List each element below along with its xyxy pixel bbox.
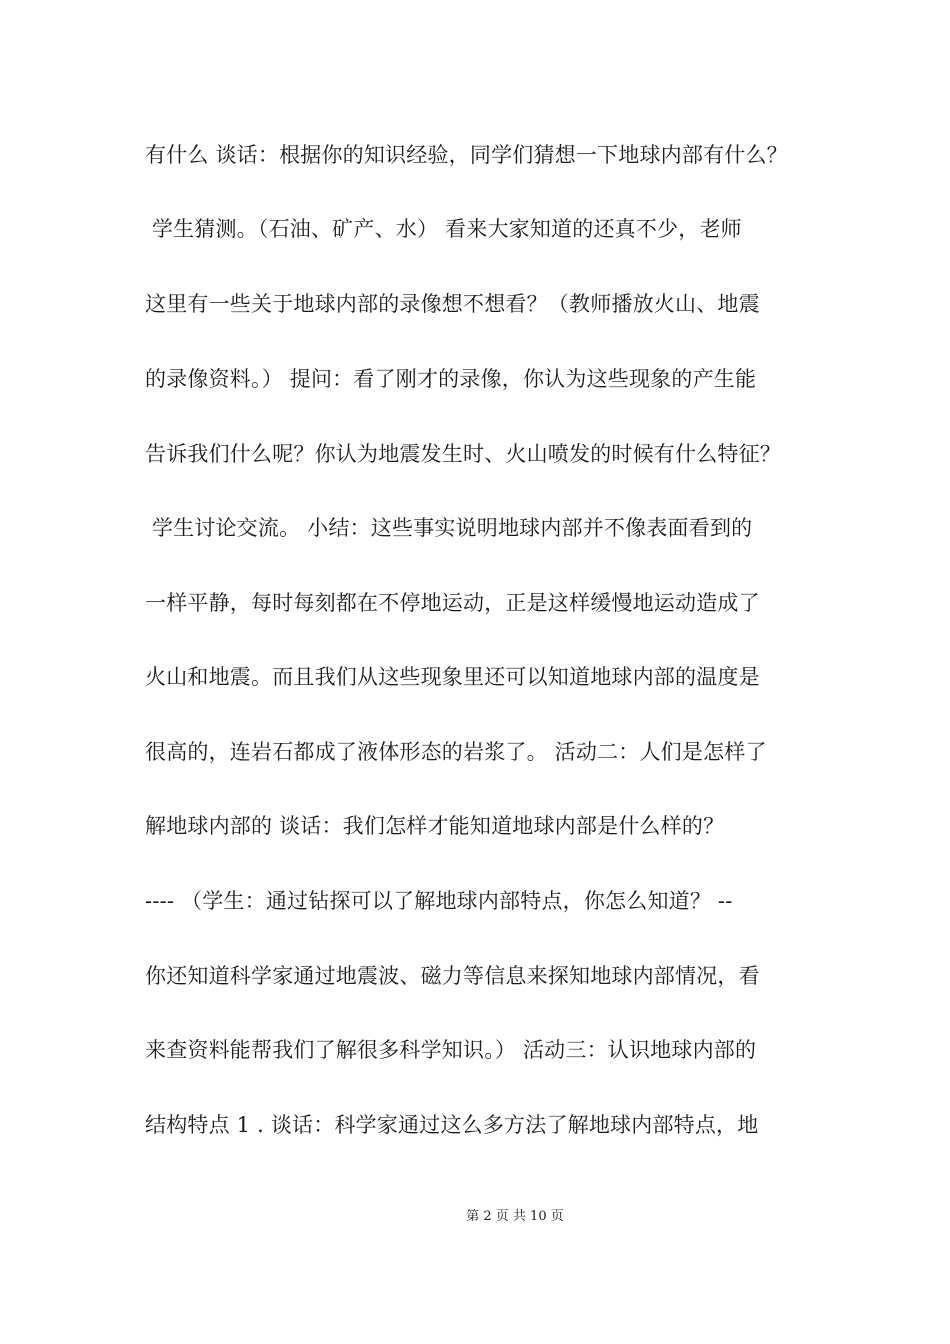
text-line-11: ---- （学生：通过钻探可以了解地球内部特点，你怎么知道？ --	[145, 889, 733, 913]
text-line-5: 告诉我们什么呢？你认为地震发生时、火山喷发的时候有什么特征？	[145, 442, 781, 466]
page-number-footer: 第 2 页 共 10 页	[466, 1209, 564, 1224]
text-line-1: 有什么 谈话：根据你的知识经验，同学们猜想一下地球内部有什么？	[145, 143, 788, 167]
text-line-7: 一样平静，每时每刻都在不停地运动，正是这样缓慢地运动造成了	[145, 591, 760, 615]
text-line-4: 的录像资料。） 提问：看了刚才的录像，你认为这些现象的产生能	[145, 367, 757, 391]
text-line-10: 解地球内部的 谈话：我们怎样才能知道地球内部是什么样的？	[145, 814, 725, 838]
text-line-2: 学生猜测。（石油、矿产、水） 看来大家知道的还真不少，老师	[145, 217, 742, 241]
text-line-12: 你还知道科学家通过地震波、磁力等信息来探知地球内部情况，看	[145, 964, 760, 988]
text-line-13: 来查资料能帮我们了解很多科学知识。） 活动三：认识地球内部的	[145, 1038, 757, 1062]
text-line-3: 这里有一些关于地球内部的录像想不想看？（教师播放火山、地震	[145, 292, 760, 316]
text-line-9: 很高的，连岩石都成了液体形态的岩浆了。 活动二：人们是怎样了	[145, 740, 767, 764]
text-line-14: 结构特点 1 . 谈话：科学家通过这么多方法了解地球内部特点，地	[145, 1113, 759, 1137]
text-line-6: 学生讨论交流。 小结：这些事实说明地球内部并不像表面看到的	[145, 516, 753, 540]
text-line-8: 火山和地震。而且我们从这些现象里还可以知道地球内部的温度是	[145, 665, 760, 689]
